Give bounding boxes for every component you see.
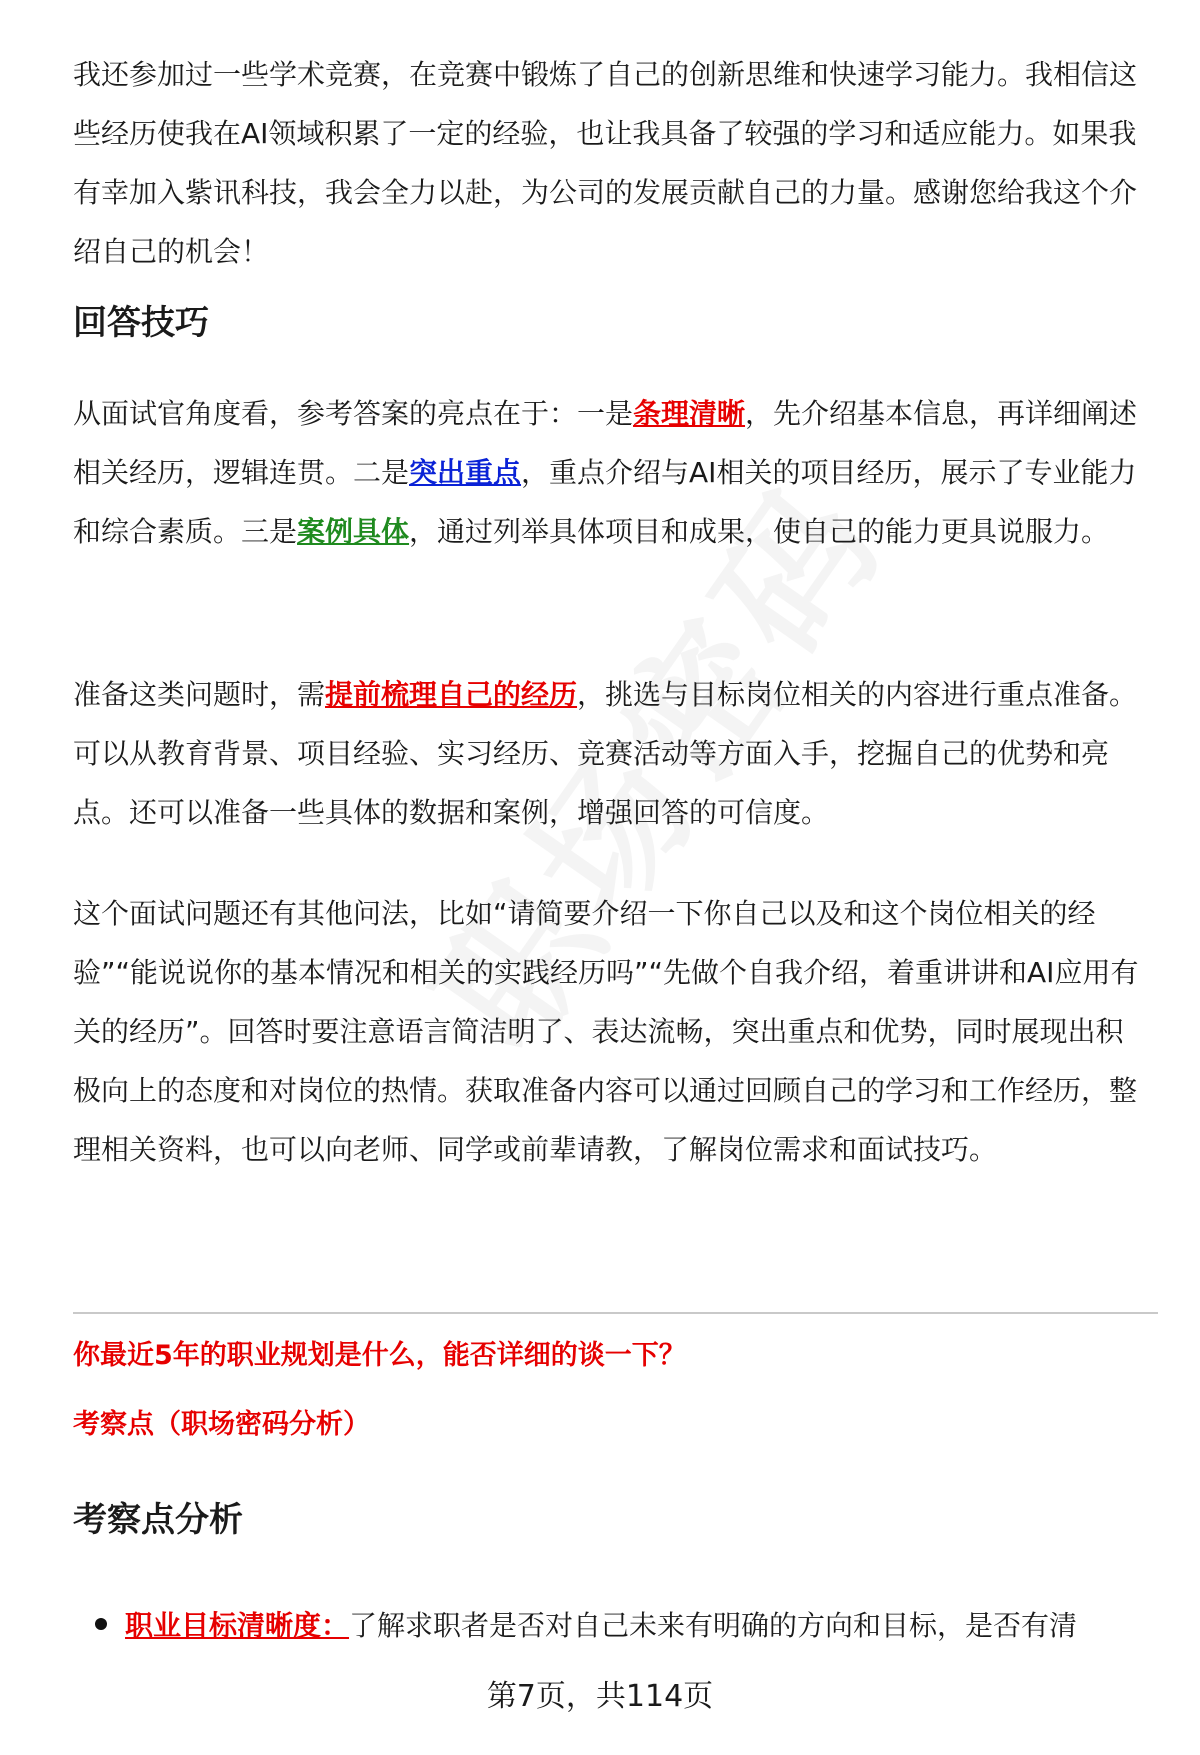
heading-analysis: 考察点分析 bbox=[73, 1500, 243, 1540]
paragraph-tips-1 bbox=[73, 384, 1149, 561]
tips1-text-3: ，重点介绍与AI相关的项目经历，展示了专业能力和综合素质。三是 bbox=[73, 456, 1137, 548]
paragraph-tips-2 bbox=[73, 665, 1149, 842]
question-subtitle: 考察点（职场密码分析） bbox=[73, 1409, 370, 1440]
tips1-text-2: ，先介绍基本信息，再详细阐述相关经历，逻辑连贯。二是 bbox=[73, 397, 1138, 489]
tips2-text-2: ，挑选与目标岗位相关的内容进行重点准备。可以从教育背景、项目经验、实习经历、竞赛活动等方面入手，挖掘自己的优势和亮点。还可以准备一些具体的数据和案例，增强回答的可信度。 bbox=[73, 678, 1138, 829]
highlight-specific-cases: 案例具体 bbox=[297, 515, 410, 548]
question-title: 你最近5年的职业规划是什么，能否详细的谈一下？ bbox=[73, 1340, 686, 1371]
tips2-text-1: 准备这类问题时，需 bbox=[73, 678, 326, 711]
bullet-item bbox=[95, 1596, 1155, 1655]
page-number: 第7页，共114页 bbox=[486, 1679, 714, 1714]
highlight-organize-experience: 提前梳理自己的经历 bbox=[325, 678, 578, 711]
bullet-text: 了解求职者是否对自己未来有明确的方向和目标，是否有清 bbox=[349, 1609, 1078, 1642]
tips1-text-4: ，通过列举具体项目和成果，使自己的能力更具说服力。 bbox=[409, 515, 1110, 548]
heading-answer-tips: 回答技巧 bbox=[73, 303, 209, 343]
highlight-key-points: 突出重点 bbox=[409, 456, 522, 489]
bullet-dot-icon bbox=[95, 1618, 107, 1630]
section-divider bbox=[73, 1312, 1158, 1314]
tips1-text-1: 从面试官角度看，参考答案的亮点在于：一是 bbox=[73, 397, 634, 430]
paragraph-intro-end: 我还参加过一些学术竞赛，在竞赛中锻炼了自己的创新思维和快速学习能力。我相信这些经历使我在AI领域积累了一定的经验，也让我具备了较强的学习和适应能力。如果我有幸加入紫讯科技，我会全力以赴，为公司的发展贡献自己的力量。感谢您给我这个介绍自己的机会！ bbox=[73, 58, 1138, 268]
bullet-label: 职业目标清晰度： bbox=[125, 1609, 350, 1642]
paragraph-tips-3: 这个面试问题还有其他问法，比如“请简要介绍一下你自己以及和这个岗位相关的经验”“能说说你的基本情况和相关的实践经历吗”“先做个自我介绍，着重讲讲和AI应用有关的经历”。回答时要注意语言简洁明了、表达流畅，突出重点和优势，同时展现出积极向上的态度和对岗位的热情。获取准备内容可以通过回顾自己的学习和工作经历，整理相关资料，也可以向老师、同学或前辈请教，了解岗位需求和面试技巧。 bbox=[73, 897, 1139, 1166]
highlight-clear-structure: 条理清晰 bbox=[633, 397, 746, 430]
